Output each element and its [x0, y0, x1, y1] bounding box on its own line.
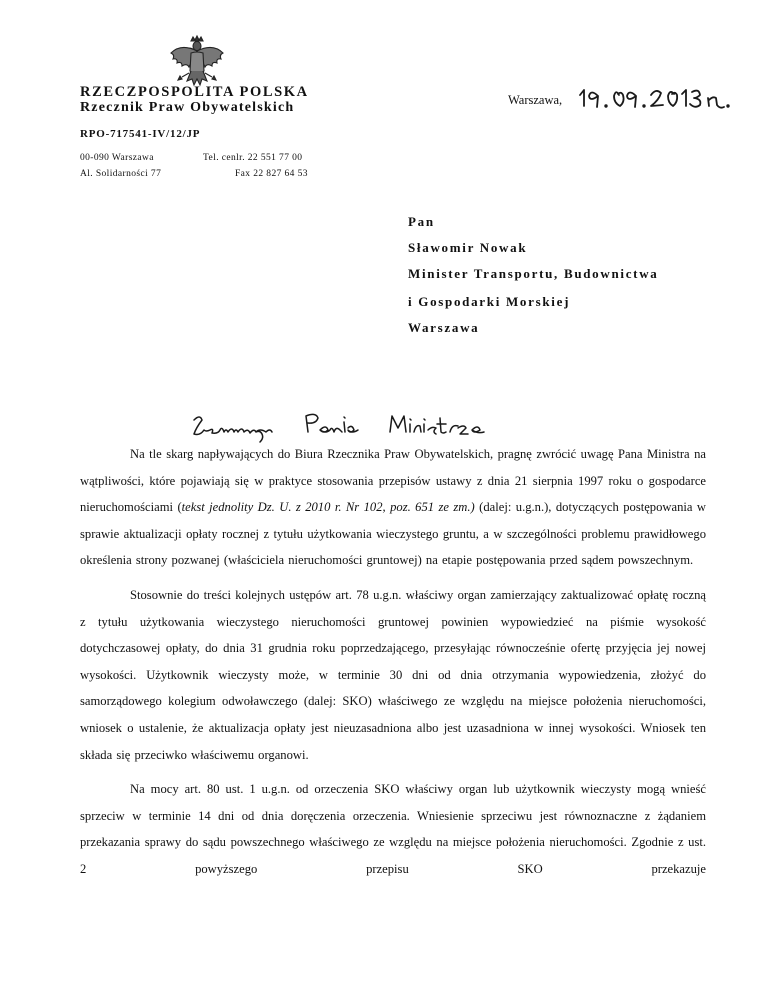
paragraph-1: Na tle skarg napływających do Biura Rzecznika Praw Obywatelskich, pragnę zwrócić uwagę Pana Ministra na wątpliwości, które pojawiają się w praktyce stosowania przepisów ustawy z dnia 21 sierpnia 1997 roku o gospodarce nieruchomościami (tekst jednolity Dz. U. z 2010 r. Nr 102, poz. 651 ze zm.) (dalej: u.g.n.), dotyczących postępowania w sprawie aktualizacji opłaty rocznej z tytułu użytkowania wieczystego gruntu, a w szczególności problemu prawidłowego określenia strony pozwanej (właściciela nieruchomości gruntowej) na etapie postępowania przed sądem powszechnym.	[80, 447, 706, 568]
phone-number: Tel. cenlr. 22 551 77 00	[203, 153, 303, 163]
handwritten-date	[574, 75, 734, 115]
recipient-name: Sławomir Nowak	[408, 240, 528, 255]
recipient-position: Minister Transportu, Budownictwa	[408, 266, 659, 281]
address-line-2: Al. Solidarności 77	[80, 169, 162, 179]
handwritten-salutation	[190, 408, 550, 444]
letter-body	[80, 441, 706, 883]
address-line-1: 00-090 Warszawa	[80, 153, 154, 163]
paragraph-2: Stosownie do treści kolejnych ustępów art. 78 u.g.n. właściwy organ zamierzający zaktualizować opłatę roczną z tytułu użytkowania wieczystego nieruchomości gruntowej powinien wypowiedzieć na piśmie wysokość dotychczasowej opłaty, do dnia 31 grudnia roku poprzedzającego, przesyłając równocześnie ofertę przyjęcia jej nowej wysokości. Użytkownik wieczysty może, w terminie 30 dni od dnia otrzymania wypowiedzenia, złożyć do samorządowego kolegium odwoławczego (dalej: SKO) właściwego ze względu na miejsce położenia nieruchomości, wniosek o ustalenie, że aktualizacja opłaty jest nieuzasadniona albo jest uzasadniona w innej wysokości. Wniosek ten składa się przeciwko właściwemu organowi.	[80, 587, 706, 762]
paragraph-3: Na mocy art. 80 ust. 1 u.g.n. od orzeczenia SKO właściwy organ lub użytkownik wieczysty mogą wnieść sprzeciw w terminie 14 dni od dnia doręczenia orzeczenia. Wniesienie sprzeciwu jest równoznaczne z żądaniem przekazania sprawy do sądu powszechnego właściwego ze względu na miejsce położenia nieruchomości. Zgodnie z ust. 2 powyższego przepisu SKO przekazuje	[80, 782, 706, 876]
place-label: Warszawa,	[508, 93, 563, 107]
office-name: Rzecznik Praw Obywatelskich	[80, 100, 295, 115]
recipient-title: Pan	[408, 214, 435, 229]
recipient-city: Warszawa	[408, 320, 480, 335]
reference-number: RPO-717541-IV/12/JP	[80, 128, 201, 140]
fax-number: Fax 22 827 64 53	[235, 169, 308, 179]
legal-citation: tekst jednolity Dz. U. z 2010 r. Nr 102, poz. 651 ze zm.)	[181, 500, 475, 515]
recipient-position-cont: i Gospodarki Morskiej	[408, 294, 571, 309]
institution-name: RZECZPOSPOLITA POLSKA	[80, 84, 309, 100]
